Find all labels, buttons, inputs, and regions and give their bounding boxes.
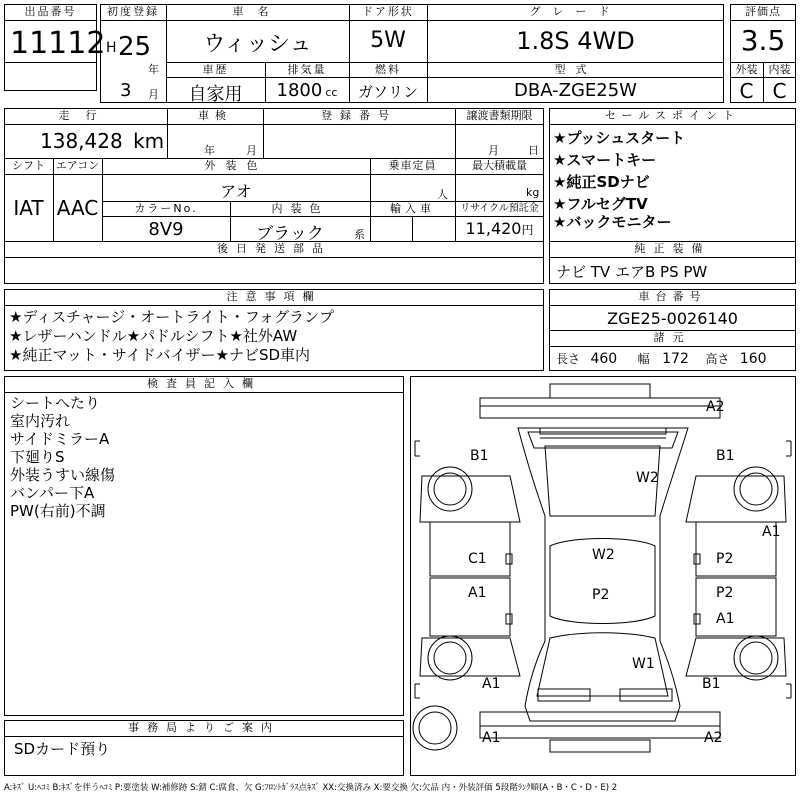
- specs-label: 諸元: [653, 331, 692, 344]
- cc-unit: cc: [325, 86, 338, 99]
- insp-year-unit: 年: [204, 144, 215, 157]
- mark-roof: P2: [592, 587, 610, 603]
- height-value: 160: [739, 351, 767, 367]
- mark-front-left: A1: [482, 730, 501, 746]
- ac-label: エアコン: [55, 159, 100, 172]
- sales-point: ★純正SDナビ: [553, 173, 650, 191]
- legend: A:ｷｽﾞ U:ﾍｺﾐ B:ｷｽﾞを伴うﾍｺﾐ P:要塗装 W:補修跡 S:錆 C:腐食、欠 G:ﾌﾛﾝﾄｶﾞﾗｽ点ｷｽﾞ XX:交換済み X:要交換 欠:欠品 内・外装評価 5段階ﾗﾝｸ順(A・B・C・D・E) 2: [4, 783, 618, 793]
- color-no-label: カラーNo.: [134, 202, 198, 215]
- load-unit: kg: [526, 186, 540, 199]
- shift: IAT: [13, 196, 44, 220]
- sales-point: ★フルセグTV: [553, 195, 648, 213]
- mark-left-rear-wheel: B1: [470, 448, 489, 464]
- lot-number: 11112: [10, 26, 106, 61]
- mark-right-front-fender: B1: [702, 676, 721, 692]
- inspector-list: [10, 394, 115, 520]
- inspector-line: バンパー下A: [10, 484, 95, 502]
- reg-month: 3: [120, 80, 132, 101]
- length-label: 長さ: [556, 352, 581, 366]
- sales-point: ★スマートキー: [553, 151, 657, 169]
- inspector-line: 下廻りS: [10, 448, 65, 466]
- car-name: ウィッシュ: [203, 32, 312, 57]
- transfer-month-unit: 月: [488, 144, 499, 157]
- car-diagram: [410, 376, 796, 776]
- int-color-unit: 系: [354, 228, 365, 241]
- displacement: [265, 80, 349, 101]
- model-label: 型式: [554, 63, 597, 76]
- fuel-label: 燃料: [375, 63, 401, 76]
- recycle-unit: 円: [521, 223, 534, 237]
- inspector-line: シートへたり: [10, 394, 101, 412]
- int-label: 内装: [768, 63, 791, 76]
- width-label: 幅: [637, 352, 650, 366]
- fuel: ガソリン: [357, 83, 418, 101]
- mileage-value: 138,428: [40, 129, 123, 153]
- reg-year: 25: [118, 32, 152, 62]
- transfer-label: 譲渡書類期限: [466, 109, 533, 122]
- capacity-unit: 人: [437, 188, 448, 201]
- mark-left-front-fender: A1: [482, 676, 501, 692]
- inspector-line: 室内汚れ: [10, 412, 71, 430]
- int-grade: C: [772, 79, 787, 103]
- door-label: ドア形状: [362, 5, 414, 18]
- history-label: 車歴: [202, 63, 229, 76]
- notes-label: 注意事項欄: [226, 290, 322, 303]
- mark-right-rear-wheel: B1: [716, 448, 735, 464]
- grade-label: グレード: [529, 5, 622, 18]
- width-value: 172: [662, 351, 689, 367]
- capacity-label: 乗車定員: [388, 159, 437, 172]
- mileage: [40, 129, 164, 153]
- mark-right-front-door-lower: A1: [716, 611, 735, 627]
- reg-number-label: 登録番号: [321, 109, 397, 122]
- mark-front-right: A2: [704, 730, 723, 746]
- sales-points-list: [553, 127, 793, 233]
- shift-label: シフト: [12, 159, 45, 172]
- note-line: ★レザーハンドル★パドルシフト★社外AW: [9, 327, 298, 345]
- inspector-line: PW(右前)不調: [10, 502, 106, 520]
- name-label: 車名: [232, 5, 283, 18]
- first-reg-label: 初度登録: [107, 5, 159, 18]
- insp-month-unit: 月: [246, 144, 257, 157]
- office-label: 事務局よりご案内: [128, 721, 280, 734]
- later-parts-label: 後日発送部品: [217, 242, 331, 255]
- recycle-fee: [455, 219, 544, 238]
- mileage-unit: km: [133, 129, 165, 153]
- cc-value: 1800: [276, 80, 323, 101]
- door-type: 5W: [370, 28, 406, 53]
- inspector-line: 外装うすい線傷: [10, 466, 116, 484]
- color-label: 外装色: [204, 159, 268, 172]
- cc-label: 排気量: [287, 63, 327, 76]
- inspector-line: サイドミラーA: [10, 430, 110, 448]
- month-unit: 月: [148, 88, 159, 101]
- note-line: ★ディスチャージ・オートライト・フォグランプ: [9, 308, 334, 326]
- mileage-label: 走行: [58, 109, 113, 122]
- mark-left-front-door: A1: [468, 585, 487, 601]
- chassis-number: ZGE25-0026140: [607, 309, 738, 328]
- interior-color: ブラック: [256, 224, 324, 244]
- mark-rear-glass: W2: [636, 470, 659, 486]
- import-label: 輸入車: [390, 202, 435, 215]
- history: 自家用: [188, 84, 243, 105]
- mark-right-rear-quarter: A1: [762, 524, 781, 540]
- era: H: [106, 40, 117, 56]
- ext-grade: C: [739, 79, 754, 103]
- height-label: 高さ: [705, 352, 730, 366]
- mark-roof-glass: W2: [592, 547, 615, 563]
- color-number: 8V9: [148, 219, 184, 240]
- mark-rear-bumper: A2: [706, 399, 725, 415]
- recycle-value: 11,420: [465, 219, 522, 238]
- office-note: SDカード預り: [14, 740, 111, 758]
- year-unit: 年: [148, 63, 159, 76]
- mark-windshield: W1: [632, 656, 655, 672]
- mark-right-front-door-upper: P2: [716, 585, 734, 601]
- transfer-day-unit: 日: [528, 144, 539, 157]
- genuine-equipment: ナビ TV エアB PS PW: [556, 263, 708, 281]
- inspector-label: 検査員記入欄: [147, 377, 261, 390]
- model-code: DBA-ZGE25W: [514, 80, 637, 101]
- sales-points-label: セールスポイント: [604, 109, 740, 122]
- sales-point: ★バックモニター: [553, 213, 672, 231]
- note-line: ★純正マット・サイドバイザー★ナビSD車内: [9, 346, 311, 364]
- body-color: アオ: [220, 182, 252, 201]
- notes-list: [9, 308, 334, 365]
- score-label: 評価点: [745, 5, 781, 18]
- genuine-label: 純正装備: [634, 242, 711, 255]
- lot-label: 出品番号: [24, 5, 77, 18]
- inspection-label: 車検: [198, 109, 232, 122]
- sales-point: ★プッシュスタート: [553, 129, 686, 147]
- score: 3.5: [740, 24, 786, 57]
- specs-values: [556, 350, 767, 367]
- length-value: 460: [590, 351, 618, 367]
- air-conditioner: AAC: [56, 196, 99, 220]
- load-label: 最大積載量: [472, 159, 527, 172]
- recycle-label: リサイクル預託金: [460, 203, 539, 214]
- ext-label: 外装: [735, 63, 758, 76]
- grade: 1.8S 4WD: [516, 27, 635, 55]
- chassis-label: 車台番号: [638, 290, 707, 303]
- int-color-label: 内装色: [271, 202, 329, 215]
- mark-right-rear-door: P2: [716, 551, 734, 567]
- mark-left-rear-door: C1: [468, 551, 487, 567]
